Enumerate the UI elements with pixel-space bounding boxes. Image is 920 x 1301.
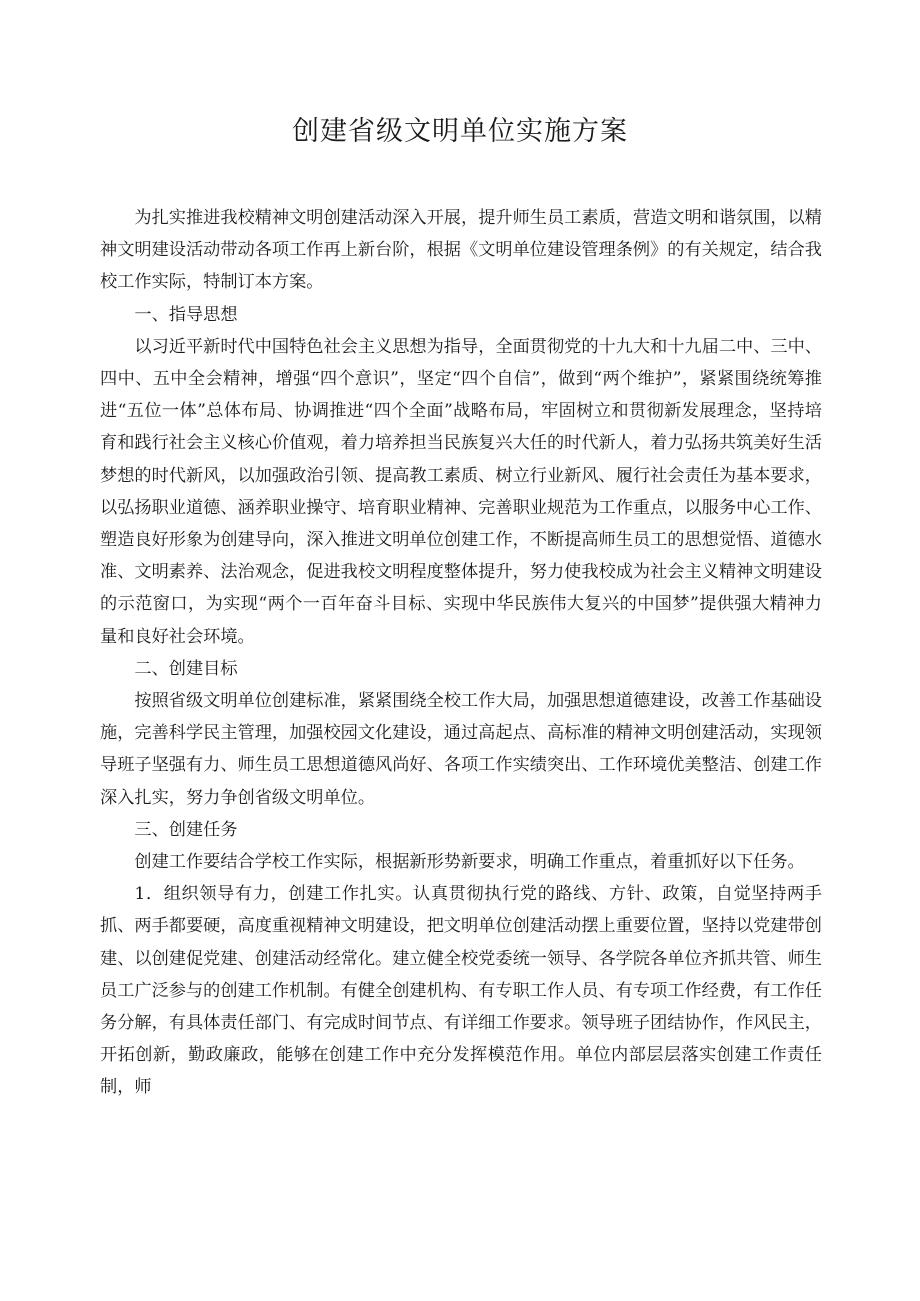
section-paragraph-tasks: 创建工作要结合学校工作实际，根据新形势新要求，明确工作重点，着重抓好以下任务。 [134,852,805,873]
section-heading-goals: 二、创建目标 [134,658,238,679]
intro-paragraph: 为扎实推进我校精神文明创建活动深入开展，提升师生员工素质，营造文明和谐氛围，以精神文明建设活动带动各项工作再上新台阶，根据《文明单位建设管理条例》的有关规定，结合我校工作实际，特制订本方案。 [100,208,822,293]
document-body [100,202,822,1104]
section-heading-guiding-ideology: 一、指导思想 [134,304,238,325]
section-heading-tasks: 三、创建任务 [134,819,238,840]
document-title: 创建省级文明单位实施方案 [292,116,628,147]
task-item-1-paragraph: 1．组织领导有力，创建工作扎实。认真贯彻执行党的路线、方针、政策，自觉坚持两手抓、两手都要硬，高度重视精神文明建设，把文明单位创建活动摆上重要位置，坚持以党建带创建、以创建促党建、创建活动经常化。建立健全校党委统一领导、各学院各单位齐抓共管、师生员工广泛参与的创建工作机制。有健全创建机构、有专职工作人员、有专项工作经费，有工作任务分解，有具体责任部门、有完成时间节点、有详细工作要求。领导班子团结协作，作风民主，开拓创新，勤政廉政，能够在创建工作中充分发挥模范作用。单位内部层层落实创建工作责任制，师 [100,884,822,1098]
section-paragraph-guiding-ideology: 以习近平新时代中国特色社会主义思想为指导，全面贯彻党的十九大和十九届二中、三中、四中、五中全会精神，增强“四个意识”，坚定“四个自信”，做到“两个维护”，紧紧围绕统筹推进“五位一体”总体布局、协调推进“四个全面”战略布局，牢固树立和贯彻新发展理念，坚持培育和践行社会主义核心价值观，着力培养担当民族复兴大任的时代新人，着力弘扬共筑美好生活梦想的时代新风，以加强政治引领、提高教工素质、树立行业新风、履行社会责任为基本要求，以弘扬职业道德、涵养职业操守、培育职业精神、完善职业规范为工作重点，以服务中心工作、塑造良好形象为创建导向，深入推进文明单位创建工作，不断提高师生员工的思想觉悟、道德水准、文明素养、法治观念，促进我校文明程度整体提升，努力使我校成为社会主义精神文明建设的示范窗口，为实现“两个一百年奋斗目标、实现中华民族伟大复兴的中国梦”提供强大精神力量和良好社会环境。 [100,336,822,647]
section-paragraph-goals: 按照省级文明单位创建标准，紧紧围绕全校工作大局，加强思想道德建设，改善工作基础设施，完善科学民主管理，加强校园文化建设，通过高起点、高标准的精神文明创建活动，实现领导班子坚强有力、师生员工思想道德风尚好、各项工作实绩突出、工作环境优美整洁、创建工作深入扎实，努力争创省级文明单位。 [100,691,822,808]
